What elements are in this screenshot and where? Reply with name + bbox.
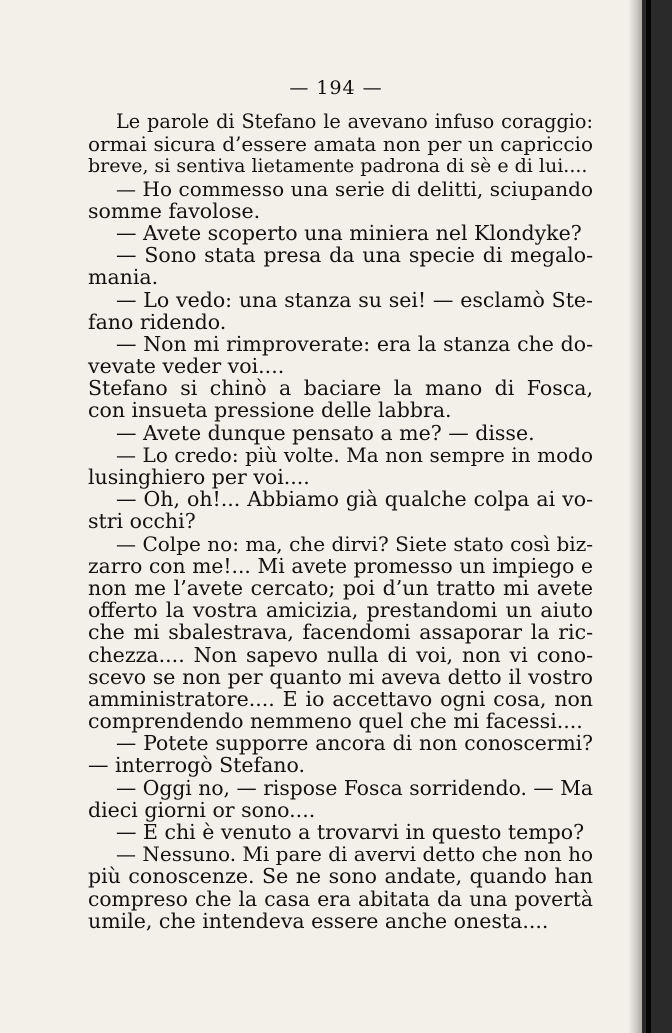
text-line: vevate veder voi.... bbox=[88, 354, 285, 379]
text-line: somme favolose. bbox=[88, 198, 261, 223]
text-line: lusinghiero per voi.... bbox=[88, 465, 310, 489]
binding-line bbox=[646, 0, 651, 1033]
text-line: — Avete scoperto una miniera nel Klondyke? bbox=[116, 220, 582, 245]
text-line: umile, che intendeva essere anche onesta.... bbox=[88, 908, 549, 933]
text-line: offerto la vostra amicizia, prestandomi un aiuto bbox=[88, 598, 593, 623]
text-line: — Non mi rimproverate: era la stanza che do- bbox=[116, 331, 593, 356]
text-line: mania. bbox=[88, 265, 159, 290]
text-line: breve, si sentiva lietamente padrona di sè e di lui.... bbox=[88, 155, 588, 178]
text-line: ormai sicura d’essere amata non per un capriccio bbox=[88, 132, 593, 157]
text-line: con insueta pressione delle labbra. bbox=[88, 398, 452, 423]
page-number: — 194 — bbox=[289, 77, 383, 99]
text-line: comprendendo nemmeno quel che mi facessi.... bbox=[88, 709, 583, 734]
text-line: — Sono stata presa da una specie di megalo- bbox=[116, 243, 593, 268]
text-line: — interrogò Stefano. bbox=[88, 753, 305, 778]
text-line: stri occhi? bbox=[88, 509, 196, 534]
text-line: — Lo credo: più volte. Ma non sempre in modo bbox=[116, 442, 593, 467]
text-line: — Oh, oh!... Abbiamo già qualche colpa ai vo- bbox=[116, 487, 593, 512]
body-text bbox=[88, 111, 593, 932]
text-line: più conoscenze. Se ne sono andate, quando han bbox=[88, 864, 593, 889]
text-line: — Potete supporre ancora di non conoscermi? bbox=[116, 731, 593, 756]
text-line: — Oggi no, — rispose Fosca sorridendo. — Ma bbox=[116, 775, 593, 800]
text-line: scevo se non per quanto mi aveva detto il vostro bbox=[88, 664, 593, 689]
text-line: dieci giorni or sono.... bbox=[88, 797, 316, 822]
text-line: che mi sbalestrava, facendomi assaporar la ric- bbox=[88, 620, 593, 645]
text-line: amministratore.... E io accettavo ogni cosa, non bbox=[88, 686, 593, 711]
text-line: Stefano si chinò a baciare la mano di Fosca, bbox=[88, 376, 593, 401]
text-line: chezza.... Non sapevo nulla di voi, non vi cono- bbox=[88, 642, 593, 667]
text-line: non me l’avete cercato; poi d’un tratto mi avete bbox=[88, 575, 593, 600]
text-line: — Ho commesso una serie di delitti, sciupando bbox=[116, 176, 593, 201]
text-line: fano ridendo. bbox=[88, 309, 227, 334]
text-line: — Colpe no: ma, che dirvi? Siete stato così biz- bbox=[116, 531, 593, 556]
text-line: zarro con me!... Mi avete promesso un impiego e bbox=[88, 553, 593, 578]
text-line: — Avete dunque pensato a me? — disse. bbox=[116, 420, 535, 445]
text-line: — Nessuno. Mi pare di avervi detto che non ho bbox=[116, 842, 593, 867]
text-line: — Lo vedo: una stanza su sei! — esclamò Ste- bbox=[116, 287, 593, 312]
text-line: compreso che la casa era abitata da una povertà bbox=[88, 886, 593, 911]
page-gutter-shadow bbox=[628, 0, 642, 1033]
text-line: Le parole di Stefano le avevano infuso coraggio: bbox=[116, 110, 593, 133]
text-line: — E chi è venuto a trovarvi in questo tempo? bbox=[116, 820, 585, 844]
